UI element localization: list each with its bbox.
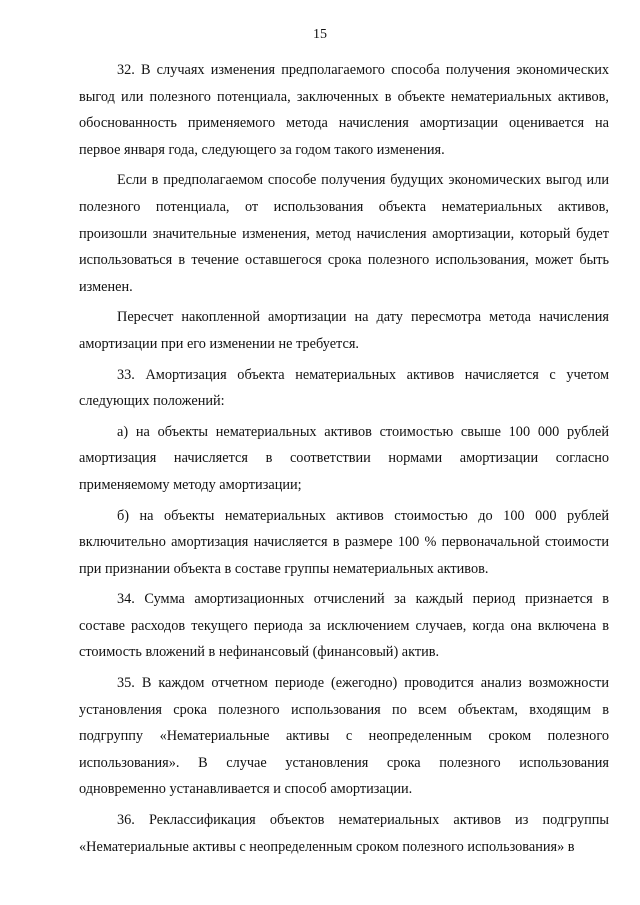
paragraph-33-a: а) на объекты нематериальных активов стоимостью свыше 100 000 рублей амортизация начисляется в соответствии нормами амортизации согласно применяемому методу амортизации; xyxy=(79,423,609,493)
paragraph-34: 34. Сумма амортизационных отчислений за каждый период признается в составе расходов текущего периода за исключением случаев, когда она включена в стоимость вложений в нефинансовый (финансовый) актив. xyxy=(79,591,609,661)
paragraph-35: 35. В каждом отчетном периоде (ежегодно) проводится анализ возможности установления срока полезного использования по всем объектам, входящим в подгруппу «Нематериальные активы с неопределенным сроком полезного использования». В случае установления срока полезного использования одновременно устанавливается и способ амортизации. xyxy=(79,675,609,798)
paragraph-36: 36. Реклассификация объектов нематериальных активов из подгруппы «Нематериальные активы с неопределенным сроком полезного использования» в xyxy=(79,812,609,855)
page-number: 15 xyxy=(313,27,327,42)
paragraph-33-b: б) на объекты нематериальных активов стоимостью до 100 000 рублей включительно амортизация начисляется в размере 100 % первоначальной стоимости при признании объекта в составе группы нематериальных активов. xyxy=(79,507,609,577)
document-body xyxy=(79,57,609,860)
paragraph-32-recalculation: Пересчет накопленной амортизации на дату пересмотра метода начисления амортизации при его изменении не требуется. xyxy=(79,309,609,352)
paragraph-32-method-change: Если в предполагаемом способе получения будущих экономических выгод или полезного потенциала, от использования объекта нематериальных активов, произошли значительные изменения, метод начисления амортизации, который будет использоваться в течение оставшегося срока полезного использования, может быть изменен. xyxy=(79,172,609,295)
paragraph-32: 32. В случаях изменения предполагаемого способа получения экономических выгод или полезного потенциала, заключенных в объекте нематериальных активов, обоснованность применяемого метода начисления амортизации оценивается на первое января года, следующего за годом такого изменения. xyxy=(79,62,609,158)
paragraph-33: 33. Амортизация объекта нематериальных активов начисляется с учетом следующих положений: xyxy=(79,366,609,410)
